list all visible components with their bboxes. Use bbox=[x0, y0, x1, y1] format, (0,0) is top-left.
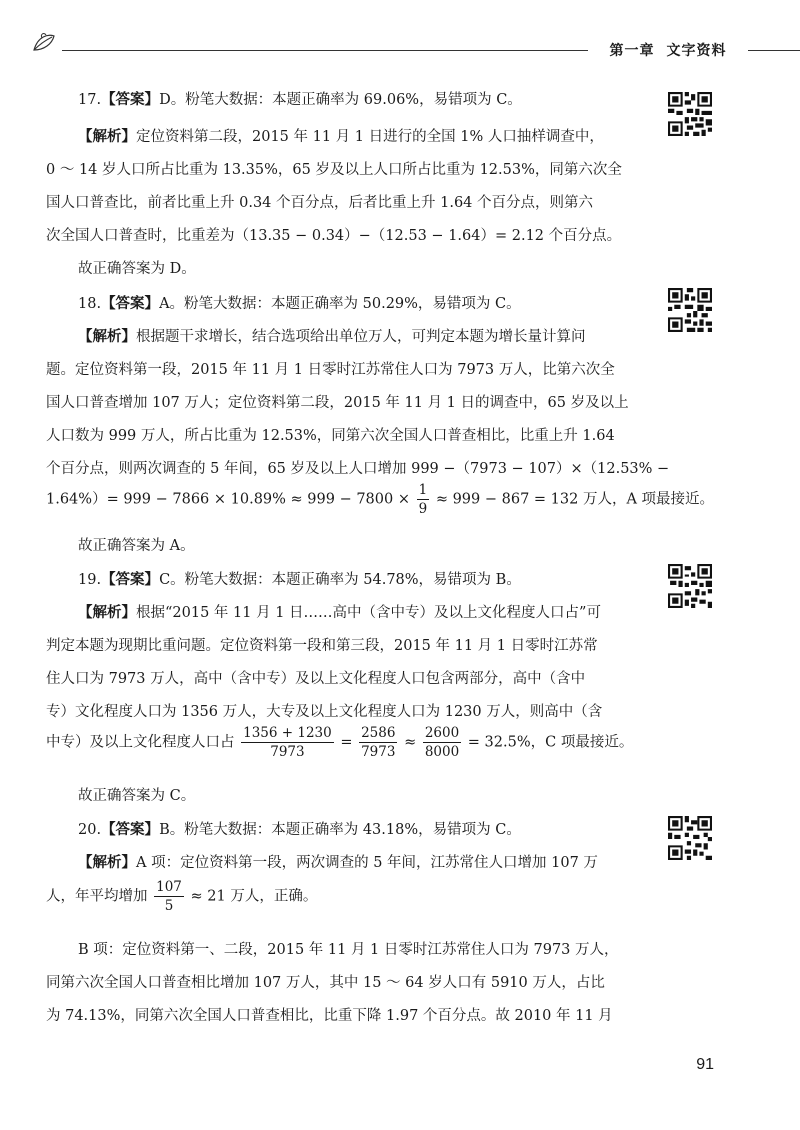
chapter-number: 第一章 bbox=[609, 43, 655, 59]
q18-conclusion: 故正确答案为 A。 bbox=[78, 538, 195, 554]
q17-analysis-l4: 次全国人口普查时，比重差为（13.35 − 0.34）−（12.53 − 1.64）= 2.12 个百分点。 bbox=[46, 228, 622, 244]
answer-tag: 【答案】 bbox=[101, 821, 160, 838]
calc-result: ≈ 21 万人，正确。 bbox=[190, 888, 318, 905]
section-title: 文字资料 bbox=[666, 43, 727, 59]
fraction-2586 bbox=[359, 724, 397, 761]
q17-analysis-l2: 0 ～ 14 岁人口所占比重为 13.35%，65 岁及以上人口所占比重为 12.53%，同第六次全 bbox=[46, 162, 622, 178]
q19-analysis-l4: 专）文化程度人口为 1356 万人，大专及以上文化程度人口为 1230 万人，则高中（含 bbox=[46, 704, 603, 720]
q20-option-b-l1: B 项：定位资料第一、二段，2015 年 11 月 1 日零时江苏常住人口为 7973 万人， bbox=[78, 942, 619, 958]
analysis-text: 根据题干求增长，结合选项给出单位万人，可判定本题为增长量计算问 bbox=[136, 329, 586, 345]
numerator: 1 bbox=[418, 482, 428, 498]
q17-conclusion: 故正确答案为 D。 bbox=[78, 261, 196, 277]
chapter-title bbox=[588, 40, 748, 60]
question-number: 20. bbox=[78, 822, 102, 838]
leaf-icon bbox=[32, 32, 58, 54]
approx-sign: ≈ bbox=[404, 734, 417, 751]
page-number: 91 bbox=[696, 1056, 714, 1073]
q20-calculation bbox=[46, 878, 640, 915]
q17-analysis-l1 bbox=[46, 125, 672, 146]
question-number: 19. bbox=[78, 572, 102, 588]
answer-text: A。粉笔大数据：本题正确率为 50.29%，易错项为 C。 bbox=[159, 296, 521, 312]
analysis-tag: 【解析】 bbox=[78, 604, 136, 621]
denominator: 5 bbox=[164, 898, 174, 914]
running-header bbox=[32, 30, 772, 60]
q19-analysis-l2: 判定本题为现期比重问题。定位资料第一段和第三段，2015 年 11 月 1 日零时江苏常 bbox=[46, 638, 598, 654]
equals-sign: = bbox=[340, 734, 353, 751]
q20-option-b-l2: 同第六次全国人口普查相比增加 107 万人，其中 15 ～ 64 岁人口有 5910 万人，占比 bbox=[46, 975, 605, 991]
q18-analysis-l4: 人口数为 999 万人，所占比重为 12.53%，同第六次全国人口普查相比，比重上升 1.64 bbox=[46, 428, 615, 444]
answer-text: D。粉笔大数据：本题正确率为 69.06%，易错项为 C。 bbox=[159, 92, 522, 108]
q20-answer bbox=[46, 818, 672, 839]
answer-text: C。粉笔大数据：本题正确率为 54.78%，易错项为 B。 bbox=[159, 572, 521, 588]
q18-analysis-l3: 国人口普查增加 107 万人；定位资料第二段，2015 年 11 月 1 日的调查中，65 岁及以上 bbox=[46, 395, 629, 411]
q17-analysis-l3: 国人口普查比，前者比重上升 0.34 个百分点，后者比重上升 1.64 个百分点，则第六 bbox=[46, 195, 594, 211]
denominator: 8000 bbox=[424, 744, 460, 760]
numerator: 107 bbox=[156, 879, 182, 895]
question-number: 17. bbox=[78, 92, 102, 108]
analysis-tag: 【解析】 bbox=[78, 854, 136, 871]
analysis-text: A 项：定位资料第一段，两次调查的 5 年间，江苏常住人口增加 107 万 bbox=[136, 855, 598, 871]
numerator: 1356 + 1230 bbox=[243, 725, 332, 741]
analysis-tag: 【解析】 bbox=[78, 128, 136, 145]
fraction-one-ninth bbox=[417, 481, 430, 518]
q17-answer bbox=[46, 88, 672, 109]
q19-answer bbox=[46, 568, 672, 589]
q20-option-b-l3: 为 74.13%，同第六次全国人口普查相比，比重下降 1.97 个百分点。故 2010 年 11 月 bbox=[46, 1008, 613, 1024]
calc-result: ≈ 999 − 867 = 132 万人，A 项最接近。 bbox=[435, 491, 715, 508]
qr-code-icon-19[interactable] bbox=[668, 564, 712, 608]
q18-calculation bbox=[46, 481, 715, 518]
fraction-sum bbox=[241, 724, 334, 761]
qr-code-icon-17[interactable] bbox=[668, 92, 712, 136]
header-rule-right bbox=[748, 50, 800, 51]
numerator: 2586 bbox=[361, 725, 396, 741]
q18-answer bbox=[46, 292, 672, 313]
answer-text: B。粉笔大数据：本题正确率为 43.18%，易错项为 C。 bbox=[159, 822, 521, 838]
fraction-2600 bbox=[423, 724, 461, 761]
q20-analysis-l1 bbox=[46, 851, 672, 872]
fraction-107-over-5 bbox=[154, 878, 184, 915]
answer-tag: 【答案】 bbox=[101, 295, 160, 312]
denominator: 7973 bbox=[270, 744, 305, 760]
q18-analysis-l1 bbox=[46, 325, 672, 346]
answer-tag: 【答案】 bbox=[101, 571, 160, 588]
numerator: 2600 bbox=[424, 725, 460, 741]
q19-calculation bbox=[46, 724, 640, 761]
header-rule-left bbox=[62, 50, 588, 51]
analysis-text: 根据“2015 年 11 月 1 日……高中（含中专）及以上文化程度人口占”可 bbox=[136, 605, 601, 621]
calc-text: 中专）及以上文化程度人口占 bbox=[46, 734, 235, 751]
q18-analysis-l5: 个百分点，则两次调查的 5 年间，65 岁及以上人口增加 999 −（7973 − 107）×（12.53% − bbox=[46, 461, 670, 477]
analysis-tag: 【解析】 bbox=[78, 328, 136, 345]
analysis-text: 定位资料第二段，2015 年 11 月 1 日进行的全国 1% 人口抽样调查中， bbox=[136, 129, 604, 145]
q19-analysis-l3: 住人口为 7973 万人，高中（含中专）及以上文化程度人口包含两部分，高中（含中 bbox=[46, 671, 586, 687]
q18-analysis-l2: 题。定位资料第一段，2015 年 11 月 1 日零时江苏常住人口为 7973 万人，比第六次全 bbox=[46, 362, 615, 378]
calc-text: 人，年平均增加 bbox=[46, 888, 148, 905]
qr-code-icon-20[interactable] bbox=[668, 816, 712, 860]
question-number: 18. bbox=[78, 296, 102, 312]
denominator: 7973 bbox=[361, 744, 396, 760]
q19-analysis-l1 bbox=[46, 601, 672, 622]
q19-conclusion: 故正确答案为 C。 bbox=[78, 788, 196, 804]
answer-tag: 【答案】 bbox=[101, 91, 160, 108]
calc-result: = 32.5%，C 项最接近。 bbox=[467, 734, 634, 751]
calc-text: 1.64%）= 999 − 7866 × 10.89% ≈ 999 − 7800 × bbox=[46, 491, 410, 508]
denominator: 9 bbox=[418, 501, 428, 517]
qr-code-icon-18[interactable] bbox=[668, 288, 712, 332]
